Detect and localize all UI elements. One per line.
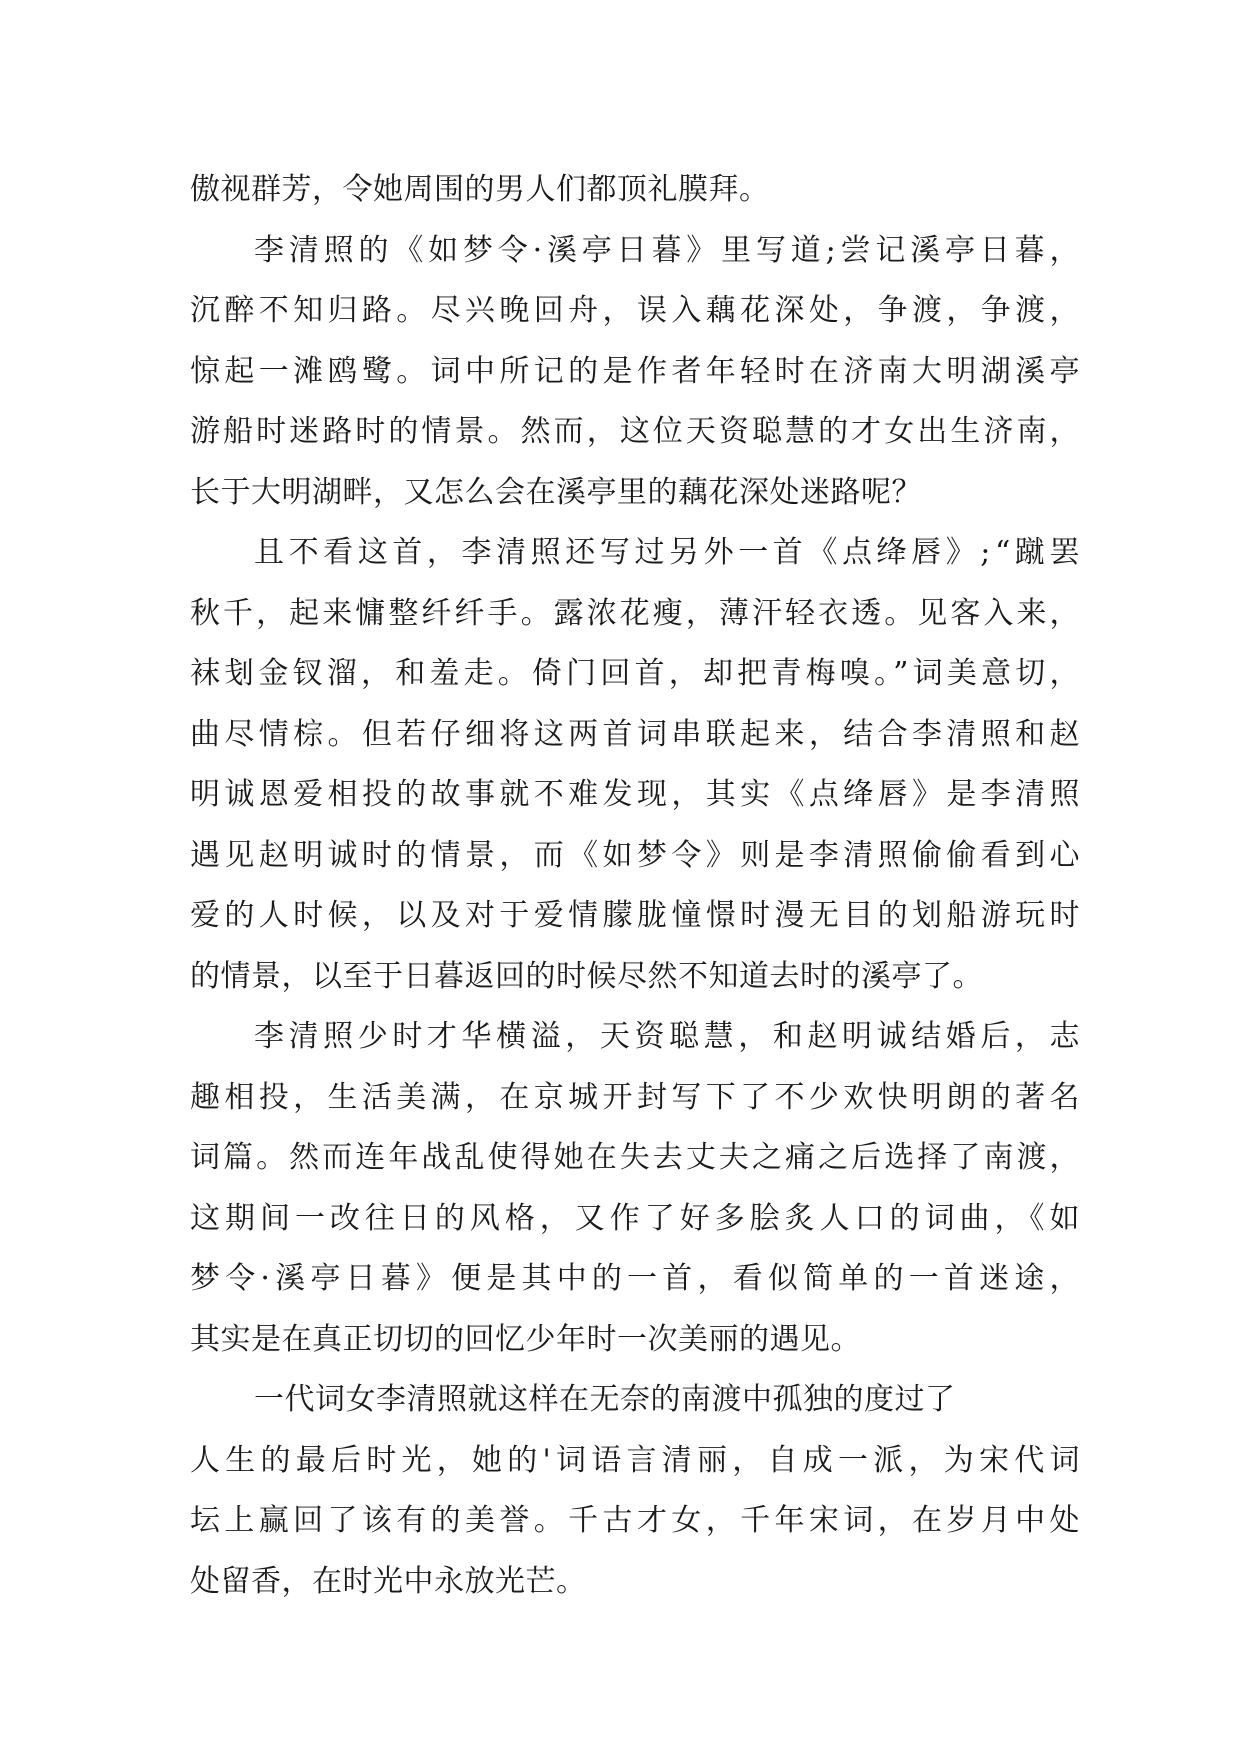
text-line: 坛上赢回了该有的美誉。千古才女，千年宋词，在岁月中处 <box>190 1503 1084 1538</box>
text-line: 傲视群芳，令她周围的男人们都顶礼膜拜。 <box>190 172 770 207</box>
text-line: 李清照少时才华横溢，天资聪慧，和赵明诚结婚后，志 <box>254 1019 1085 1054</box>
text-line: 曲尽情棕。但若仔细将这两首词串联起来，结合李清照和赵 <box>190 716 1084 752</box>
text-line: 梦令·溪亭日暮》便是其中的一首，看似简单的一首迷途， <box>190 1261 1085 1296</box>
text-line: 处留香，在时光中永放光芒。 <box>190 1563 587 1599</box>
text-line: 其实是在真正切切的回忆少年时一次美丽的遇见。 <box>190 1321 861 1357</box>
text-line: 词篇。然而连年战乱使得她在失去丈夫之痛之后选择了南渡， <box>190 1140 1083 1175</box>
text-line: 沉醉不知归路。尽兴晚回舟，误入藕花深处，争渡，争渡， <box>190 293 1084 328</box>
text-line: 长于大明湖畔，又怎么会在溪亭里的藕花深处迷路呢？ <box>190 474 922 510</box>
text-line: 人生的最后时光，她的'词语言清丽，自成一派，为宋代词 <box>190 1442 1085 1478</box>
text-line: 李清照的《如梦令·溪亭日暮》里写道;尝记溪亭日暮， <box>254 232 1085 268</box>
text-line: 这期间一改往日的风格，又作了好多脍炙人口的词曲，《如 <box>190 1200 1085 1236</box>
text-line: 明诚恩爱相投的故事就不难发现，其实《点绛唇》是李清照 <box>190 777 1084 812</box>
text-line: 秋千，起来慵整纤纤手。露浓花瘦，薄汗轻衣透。见客入来， <box>190 595 1083 631</box>
text-line: 趣相投，生活美满，在京城开封写下了不少欢快明朗的著名 <box>190 1079 1084 1115</box>
text-line: 一代词女李清照就这样在无奈的南渡中孤独的度过了 <box>254 1382 956 1417</box>
text-line: 且不看这首，李清照还写过另外一首《点绛唇》;“蹴罢 <box>254 535 1085 570</box>
document-body <box>190 160 1085 1612</box>
text-line: 遇见赵明诚时的情景，而《如梦令》则是李清照偷偷看到心 <box>190 837 1084 873</box>
text-line: 惊起一滩鸥鹭。词中所记的是作者年轻时在济南大明湖溪亭 <box>190 353 1084 389</box>
text-line: 的情景，以至于日暮返回的时候尽然不知道去时的溪亭了。 <box>190 958 983 994</box>
text-line: 袜刬金钗溜，和羞走。倚门回首，却把青梅嗅。”词美意切， <box>190 656 1084 691</box>
text-line: 游船时迷路时的情景。然而，这位天资聪慧的才女出生济南， <box>190 414 1083 449</box>
text-line: 爱的人时候，以及对于爱情朦胧憧憬时漫无目的划船游玩时 <box>190 898 1084 933</box>
